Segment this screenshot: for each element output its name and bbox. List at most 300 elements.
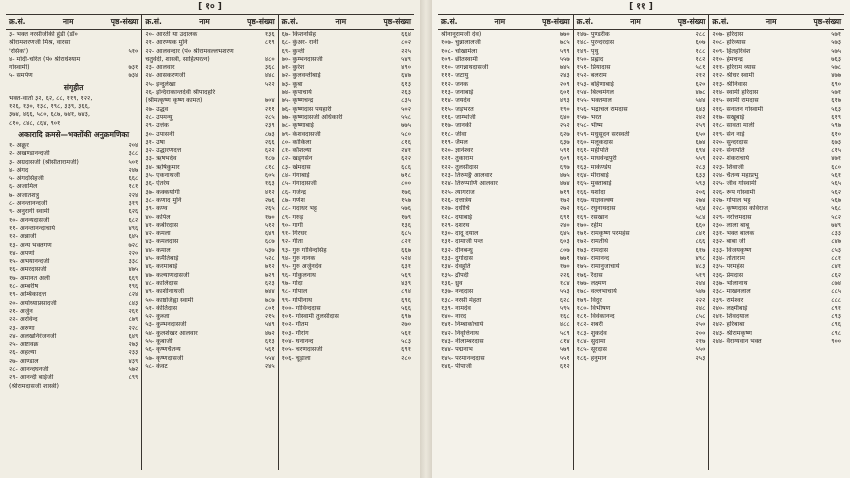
entry-page: ५२२ <box>264 80 275 88</box>
entry-page: ६९७ <box>559 163 570 171</box>
entry-page: २४८ <box>695 304 706 312</box>
entry-page: ६४० <box>559 113 570 121</box>
index-entry <box>712 189 841 197</box>
entry-page: ५७६ <box>401 205 411 213</box>
index-entry <box>145 64 274 72</box>
entry-name: १०८- चोखामेला <box>441 47 478 55</box>
index-entry <box>577 89 706 97</box>
entry-page: ५७२ <box>128 365 139 373</box>
entry-page: ६४७ <box>401 72 411 80</box>
entry-page: ८८१ <box>831 255 842 263</box>
index-entry <box>9 159 138 167</box>
index-entry <box>145 31 274 39</box>
entry-page: ८१९ <box>264 39 275 47</box>
entry-page: ६१७ <box>695 246 706 254</box>
entry-page: ५६५ <box>831 180 842 188</box>
entry-page: ७२९ <box>264 271 275 279</box>
index-entry <box>577 346 706 354</box>
entry-name: ४६- करमाबाई <box>145 263 178 271</box>
index-entry <box>441 122 570 130</box>
entry-name: १४४- पद्मनाभ <box>441 346 473 354</box>
entry-name: २४४- वैराग्यवान भक्त <box>712 337 762 345</box>
index-columns <box>6 30 414 470</box>
index-entry <box>712 64 841 72</box>
index-entry <box>145 164 274 172</box>
entry-page: २८० <box>401 354 411 362</box>
section-heading: संगृहीत <box>63 82 84 92</box>
index-entry <box>712 114 841 122</box>
entry-page: ६७४ <box>695 138 706 146</box>
entry-name: १०३- गौरांग <box>281 329 309 337</box>
page-number: [ १० ] <box>198 2 222 12</box>
index-entry <box>9 275 138 283</box>
entry-page: २७२ <box>559 205 570 213</box>
index-entry <box>441 305 570 313</box>
entry-name: १५६- भद्राचल रामदास <box>576 105 628 113</box>
index-entry <box>145 180 274 188</box>
entry-name: १६- अमरदासजी <box>9 266 47 274</box>
entry-name: ५३- कुम्भनदासजी <box>145 321 187 329</box>
entry-page: २१७ <box>695 337 706 345</box>
index-entry <box>441 346 570 354</box>
index-entry <box>282 238 411 246</box>
index-entry <box>441 56 570 64</box>
entry-name: ९७- गोदा <box>281 279 303 287</box>
index-entry <box>712 97 841 105</box>
entry-name: ९०- गार्गी <box>281 221 303 229</box>
entry-name: ५५- कूबाजी <box>145 337 173 345</box>
entry-page: ६१३ <box>264 337 275 345</box>
entry-page: ६८७ <box>264 238 275 246</box>
entry-name: १६७- याज्ञवल्क्य <box>576 196 614 204</box>
entry-page: ७३४ <box>128 72 139 80</box>
entry-name: १५५- भक्तमाल <box>576 97 612 105</box>
entry-name: १५- अभयानन्दजी <box>9 258 50 266</box>
index-entry <box>712 39 841 47</box>
entry-name: १२१- तुकाराम <box>441 155 474 163</box>
index-entry <box>9 142 138 150</box>
column <box>708 30 844 470</box>
index-entry <box>577 189 706 197</box>
entry-name: २२१- सेनापति <box>712 147 745 155</box>
entry-page <box>257 89 275 97</box>
entry-page: ८०७ <box>559 246 570 254</box>
index-entry <box>441 338 570 346</box>
index-entry <box>145 122 274 130</box>
index-entry <box>577 64 706 72</box>
index-entry <box>441 355 570 363</box>
index-entry <box>577 230 706 238</box>
entry-name: १२९- दशरथ <box>441 221 470 229</box>
entry-page: ६६९ <box>128 274 139 282</box>
entry-page: ८४७ <box>831 238 842 246</box>
entry-page: ६०९ <box>559 155 570 163</box>
entry-page: ७३१ <box>128 64 139 72</box>
index-entry <box>9 291 138 299</box>
entry-name: १३९- नामदेव <box>441 304 471 312</box>
entry-name: १०२- गौतम <box>281 321 309 329</box>
index-entry <box>282 139 411 147</box>
index-entry <box>282 247 411 255</box>
index-entry <box>145 155 274 163</box>
entry-page: ६९१ <box>401 346 411 354</box>
entry-page: ५४४ <box>695 97 706 105</box>
entry-page: ६८२ <box>128 216 139 224</box>
entry-name: १६४- मीराबाई <box>576 172 609 180</box>
index-entry <box>441 330 570 338</box>
entry-name: २७- आण्डाल <box>9 357 39 365</box>
index-entry <box>145 89 274 97</box>
index-entry <box>712 247 841 255</box>
index-entry <box>712 222 841 230</box>
entry-name: २२- आलवन्दार (पं० श्रीरामवल्लभशरण <box>145 47 234 55</box>
index-entry <box>712 180 841 188</box>
entry-name: १००- गोविन्ददास <box>281 304 321 312</box>
index-entry <box>145 255 274 263</box>
index-entry <box>9 300 138 308</box>
index-entry <box>441 272 570 280</box>
entry-page: ६९१ <box>559 213 570 221</box>
index-entry <box>712 106 841 114</box>
index-entry <box>145 131 274 139</box>
entry-page: ५६९ <box>401 271 411 279</box>
index-entry <box>712 330 841 338</box>
entry-page: २७० <box>401 321 411 329</box>
book-gutter <box>420 0 432 478</box>
entry-name: ९९- गोपीनाथ <box>281 296 313 304</box>
entry-name: ७४- कृपाचार्य <box>281 89 312 97</box>
index-entry <box>145 338 274 346</box>
entry-name: १३२- दीनबन्धु <box>441 246 473 254</box>
index-entry <box>9 31 138 39</box>
index-entry <box>282 205 411 213</box>
index-entry <box>282 355 411 363</box>
index-entry <box>577 180 706 188</box>
entry-name: २०- अयोध्याप्रसादजी <box>9 299 57 307</box>
entry-name: १७५- रामानुजाचार्य <box>576 263 620 271</box>
index-entry <box>577 106 706 114</box>
index-entry <box>145 247 274 255</box>
index-entry <box>145 363 274 371</box>
entry-name: २५- इन्दुलेखा <box>145 80 176 88</box>
index-entry <box>145 346 274 354</box>
entry-page: २२० <box>128 249 139 257</box>
entry-name: १५३- बहिणाबाई <box>576 80 614 88</box>
entry-name: २२- अरविन्द <box>9 316 38 324</box>
entry-page: १३६ <box>264 31 275 38</box>
entry-page: २७४ <box>695 196 706 204</box>
index-entry <box>577 330 706 338</box>
header-sn: क्र.सं. <box>281 17 299 26</box>
index-entry <box>282 155 411 163</box>
header-cell <box>708 15 844 29</box>
header-sn: क्र.सं. <box>9 17 26 26</box>
entry-name: १६१- महीपति <box>576 147 609 155</box>
index-entry <box>577 122 706 130</box>
entry-page: ५७१ <box>831 89 842 97</box>
entry-page: ६२८ <box>559 296 570 304</box>
page-number: [ ११ ] <box>629 2 653 12</box>
entry-page: ५५७ <box>559 55 570 63</box>
index-entry <box>577 172 706 180</box>
entry-page: ६६० <box>695 221 706 229</box>
entry-name: १६३- मार्कण्डेय <box>576 163 612 171</box>
index-entry <box>9 250 138 258</box>
entry-name: १२- अन्नाजी <box>9 233 37 241</box>
index-entry <box>577 72 706 80</box>
index-entry <box>145 189 274 197</box>
index-entry <box>282 180 411 188</box>
entry-page <box>257 48 275 56</box>
index-entry <box>9 358 138 366</box>
index-entry <box>441 222 570 230</box>
index-entry <box>282 272 411 280</box>
entry-name: १६०- मलूकदास <box>576 138 613 146</box>
index-entry <box>577 272 706 280</box>
index-entry <box>577 81 706 89</box>
index-entry <box>145 280 274 288</box>
entry-name: ८५- गंगादासजी <box>281 180 317 188</box>
index-entry <box>145 263 274 271</box>
entry-name: १७४- रामानन्द <box>576 255 610 263</box>
entry-name: २५- अष्टावक्र <box>9 341 39 349</box>
index-entry <box>577 155 706 163</box>
entry-name: १८६- हनुमान <box>576 354 607 362</box>
index-entry <box>577 238 706 246</box>
entry-page: ८९६ <box>831 321 842 329</box>
entry-page: ८३५ <box>401 97 411 105</box>
entry-page: ८०२ <box>401 39 411 47</box>
entry-page: ५७१ <box>831 31 842 38</box>
entry-page: ४८८ <box>559 321 570 329</box>
entry-page: ८३३ <box>831 230 842 238</box>
entry-name: ८०- कोकिला <box>281 138 312 146</box>
entry-page: २६१ <box>128 307 139 315</box>
entry-name: 'रसिक') <box>9 47 29 55</box>
entry-name: ३८- कणाद मुनि <box>145 196 182 204</box>
entry-page: ८९१ <box>831 304 842 312</box>
header-cell <box>141 15 277 29</box>
entry-name: १५९- मधुसूदन सरस्वती <box>576 130 630 138</box>
entry-page: २०४ <box>128 141 139 149</box>
index-entry <box>441 147 570 155</box>
entry-name: १६२- माधवेन्द्रपुरी <box>576 155 617 163</box>
entry-page: ६२० <box>695 80 706 88</box>
entry-name: १०४- घनानन्द <box>281 337 314 345</box>
index-entry <box>145 139 274 147</box>
index-entry <box>441 164 570 172</box>
entry-name: २३८- माखनलाल <box>712 288 751 296</box>
entry-page: ८४१ <box>695 230 706 238</box>
entry-name: ७२- कुलवन्तीबाई <box>281 72 321 80</box>
entry-page: ५४९ <box>401 55 411 63</box>
entry-name: १०५- चरणदासजी <box>281 346 323 354</box>
entry-name: १५८- भीष्म <box>576 122 603 130</box>
entry-name: २३२- बाबा जी <box>712 238 746 246</box>
entry-name: ३७- कक्कयोगी <box>145 188 180 196</box>
index-entry <box>145 97 274 105</box>
entry-page: ६३१ <box>401 263 411 271</box>
entry-name: १३१- दामाजी पन्त <box>441 238 483 246</box>
index-entry <box>145 355 274 363</box>
entry-name: ९४- गुरु नानक <box>281 255 316 263</box>
entry-page <box>120 120 138 128</box>
entry-page: ८१६ <box>401 138 411 146</box>
entry-page: ८५८ <box>695 313 706 321</box>
index-entry <box>282 263 411 271</box>
entry-name: १२३- तिरुमङ्गै आलवार <box>441 172 493 180</box>
entry-name: २६- अहल्या <box>9 349 37 357</box>
entry-page: ८९८ <box>831 329 842 337</box>
index-entry <box>282 255 411 263</box>
index-entry <box>712 31 841 39</box>
entry-name: १४७- पुण्डरीक <box>576 31 610 38</box>
index-entry <box>9 103 138 111</box>
header-name: नाम <box>335 17 347 26</box>
entry-name: २- अखण्डानन्दजी <box>9 150 50 158</box>
entry-page: ८२४ <box>128 291 139 299</box>
index-entry <box>441 64 570 72</box>
entry-name: ४७- कल्याणदासजी <box>145 271 190 279</box>
index-entry <box>577 247 706 255</box>
index-entry <box>282 56 411 64</box>
index-entry <box>9 233 138 241</box>
entry-name: १०७- चुन्नालालजी <box>441 39 481 47</box>
index-entry <box>9 308 138 316</box>
section-heading: अकारादि क्रमसे—भक्तोंकी अनुक्रमणिका <box>18 129 130 139</box>
entry-page: ८९४ <box>401 288 411 296</box>
entry-name: २४१- शिवदयाल <box>712 313 749 321</box>
entry-page: ८९९ <box>128 374 139 382</box>
entry-page: २४० <box>559 221 570 229</box>
entry-name: चतुर्वेदी, शास्त्री, साहित्यरत्न) <box>145 55 210 63</box>
entry-name: २२०- सुन्दरदास <box>712 138 748 146</box>
entry-page: ५९१ <box>559 147 570 155</box>
entry-page: ६४९ <box>128 332 139 340</box>
index-entry <box>712 272 841 280</box>
entry-name: २७- उद्धव <box>145 105 169 113</box>
index-entry <box>441 89 570 97</box>
index-entry <box>9 48 138 56</box>
entry-name: ४९- काशीनाथजी <box>145 288 184 296</box>
entry-name: १४८- पुरन्दरदास <box>576 39 615 47</box>
index-entry <box>9 208 138 216</box>
entry-name: ८३- खेमदास <box>281 163 311 171</box>
index-entry <box>441 238 570 246</box>
entry-name: १९- अम्बिकादत्त <box>9 291 47 299</box>
index-entry <box>441 180 570 188</box>
entry-page: २०० <box>695 329 706 337</box>
index-entry <box>441 139 570 147</box>
index-entry <box>441 288 570 296</box>
index-entry <box>712 155 841 163</box>
index-entry <box>9 183 138 191</box>
index-entry <box>282 147 411 155</box>
entry-name: १३०- दादू दयाल <box>441 230 479 238</box>
entry-name: ७८- कृष्णाबाई <box>281 122 314 130</box>
entry-name: ८२- खड्गसेन <box>281 155 313 163</box>
entry-name: २९- आनन्दी बाईजी <box>9 374 54 382</box>
index-entry <box>145 222 274 230</box>
index-entry <box>577 305 706 313</box>
index-entry <box>577 164 706 172</box>
entry-page: ५७९ <box>559 346 570 354</box>
column <box>6 30 141 470</box>
entry-page: १९६ <box>128 283 139 291</box>
entry-name: २०- आरती या उदालक <box>145 31 198 38</box>
entry-name: २४२- हरिबाबा <box>712 321 745 329</box>
entry-page: २५२ <box>559 122 570 130</box>
entry-page: ४८० <box>264 55 275 63</box>
entry-page: ५९५ <box>559 304 570 312</box>
header-name: नाम <box>494 17 506 26</box>
header-sn: क्र.सं. <box>712 17 729 26</box>
entry-page: ४७१ <box>831 155 842 163</box>
entry-name: ४३- कमलदास <box>145 238 179 246</box>
entry-page: ८१४ <box>559 337 570 345</box>
entry-page: ४३९ <box>401 279 411 287</box>
index-entry <box>9 325 138 333</box>
entry-name: ४- मोर्दी-चरित (पं० श्रीराधेश्याम <box>9 55 81 63</box>
entry-page: ५६१ <box>401 329 411 337</box>
entry-name: २१३- श्रीनिवास <box>712 80 748 88</box>
index-entry <box>9 349 138 357</box>
entry-page: ५७३ <box>831 39 842 47</box>
entry-name: १२७- दधीचि <box>441 205 470 213</box>
entry-name: ९- अनुरागी स्वामी <box>9 208 50 216</box>
entry-page: ६४३ <box>695 105 706 113</box>
entry-page: ५९३ <box>695 180 706 188</box>
entry-page: २४२ <box>695 113 706 121</box>
entry-page: २०९ <box>559 80 570 88</box>
entry-page: २८५ <box>264 113 275 121</box>
entry-page: ८८८ <box>831 296 842 304</box>
index-entry <box>9 95 138 103</box>
index-entry <box>712 147 841 155</box>
entry-name: १४- अपर्णा <box>9 249 35 257</box>
entry-name: १२६- दत्तात्रेय <box>441 196 472 204</box>
entry-name: (श्रीमत्कृष्ण कृष्ण कामत) <box>145 97 203 105</box>
entry-page: ७०४ <box>264 97 275 105</box>
index-entry <box>9 72 138 80</box>
index-entry <box>441 363 570 371</box>
entry-name: २२६- रूप गोस्वामी <box>712 188 756 196</box>
entry-page: ५६६ <box>401 304 411 312</box>
column <box>573 30 709 470</box>
entry-page: ६२३ <box>264 279 275 287</box>
entry-name: ९१- गिरधर <box>281 230 307 238</box>
entry-name: ६९- कुन्ती <box>281 47 305 55</box>
entry-page: ५६१ <box>831 172 842 180</box>
entry-name: ३६- ऐतरेय <box>145 180 170 188</box>
index-entry <box>441 197 570 205</box>
entry-name: ५४- कुलशेखर आलवार <box>145 329 198 337</box>
header-cell <box>6 15 141 29</box>
index-entry <box>441 255 570 263</box>
entry-page: ४९० <box>401 64 411 72</box>
header-sn: क्र.सं. <box>576 17 594 26</box>
entry-page: ४४८ <box>264 72 275 80</box>
index-entry <box>282 31 411 39</box>
entry-page: ५९९ <box>559 47 570 55</box>
entry-page: ८०० <box>401 180 411 188</box>
index-entry <box>282 164 411 172</box>
entry-name: २१- आरण्यक मुनि <box>145 39 188 47</box>
entry-name: २३- अरुणा <box>9 324 35 332</box>
entry-name: २०८- हरिव्यास <box>712 39 746 47</box>
entry-page: १६३ <box>264 180 275 188</box>
index-entry <box>712 72 841 80</box>
